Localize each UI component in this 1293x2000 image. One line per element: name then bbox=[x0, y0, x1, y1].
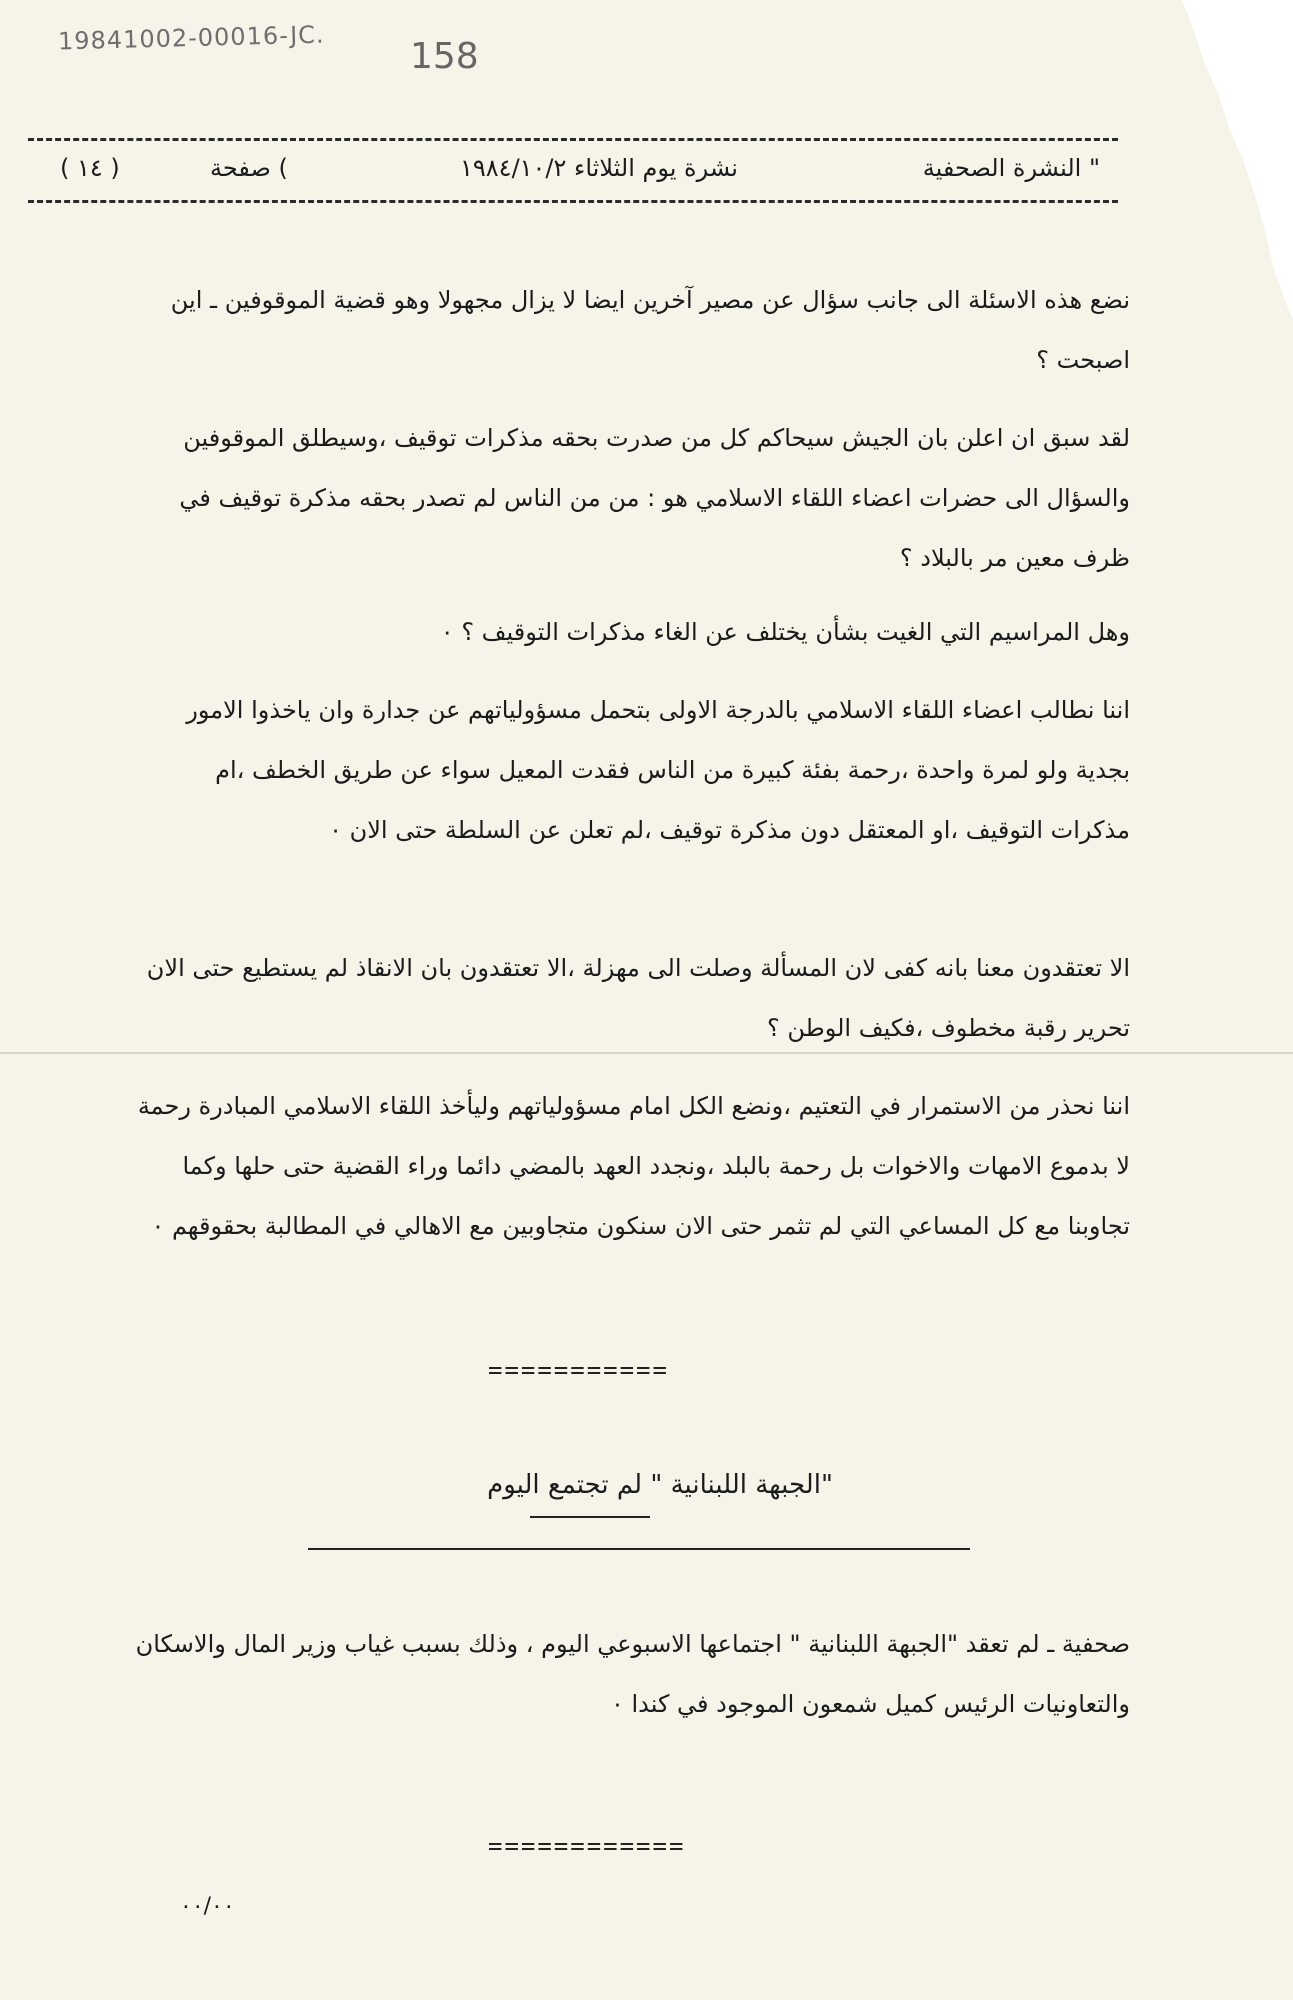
handwritten-page-number: 158 bbox=[410, 36, 479, 77]
archive-code: 19841002-00016-JC. bbox=[57, 20, 325, 56]
paragraph-3: وهل المراسيم التي الغيت بشأن يختلف عن الغاء مذكرات التوقيف ؟ ٠ bbox=[440, 618, 1130, 646]
section-body bbox=[130, 0, 1130, 1800]
section-title: "الجبهة اللبنانية " لم تجتمع اليوم bbox=[487, 1470, 833, 1500]
continuation-mark: ٠٠/٠٠ bbox=[180, 1894, 235, 1919]
section-paragraph: صحفية ـ لم تعقد "الجبهة اللبنانية " اجتماعها الاسبوعي اليوم ، وذلك بسبب غياب وزير المال والاسكان والتعاونيات الرئيس كميل شمعون الموجود في كندا ٠ bbox=[135, 1630, 1130, 1718]
separator-1: =========== bbox=[488, 1356, 669, 1384]
page-label: صفحة ( bbox=[210, 154, 288, 182]
page-box: ( ١٤ ) bbox=[60, 154, 120, 182]
paragraph-2: لقد سبق ان اعلن بان الجيش سيحاكم كل من صدرت بحقه مذكرات توقيف ،وسيطلق الموقوفين والسؤال الى حضرات اعضاء اللقاء الاسلامي هو : من من الناس لم تصدر بحقه مذكرة توقيف في ظرف معين مر بالبلاد ؟ bbox=[179, 424, 1130, 572]
bulletin-title: النشرة الصحفية " bbox=[922, 154, 1100, 182]
paragraph-4: اننا نطالب اعضاء اللقاء الاسلامي بالدرجة الاولى بتحمل مسؤولياتهم عن جدارة وان ياخذوا الامور بجدية ولو لمرة واحدة ،رحمة بفئة كبيرة من الناس فقدت المعيل سواء عن طريق الخطف ،ام مذكرات التوقيف ،او المعتقل دون مذكرة توقيف ،لم تعلن عن السلطة حتى الان ٠ bbox=[186, 696, 1130, 844]
separator-2: ============ bbox=[488, 1832, 686, 1860]
torn-corner bbox=[1181, 0, 1293, 320]
bulletin-date: نشرة يوم الثلاثاء ١٩٨٤/١٠/٢ bbox=[460, 154, 738, 182]
paragraph-6: اننا نحذر من الاستمرار في التعتيم ،ونضع الكل امام مسؤولياتهم وليأخذ اللقاء الاسلامي المبادرة رحمة لا بدموع الامهات والاخوات بل رحمة بالبلد ،ونجدد العهد بالمضي دائما وراء القضية حتى حلها وكما تجاوبنا مع كل المساعي التي لم تثمر حتى الان سنكون متجاوبين مع الاهالي في المطالبة بحقوقهم ٠ bbox=[137, 1092, 1130, 1240]
paragraph-5: الا تعتقدون معنا بانه كفى لان المسألة وصلت الى مهزلة ،الا تعتقدون بان الانقاذ لم يستطيع حتى الان تحرير رقبة مخطوف ،فكيف الوطن ؟ bbox=[146, 954, 1130, 1042]
paragraph-1: نضع هذه الاسئلة الى جانب سؤال عن مصير آخرين ايضا لا يزال مجهولا وهو قضية الموقوفين ـ اين اصبحت ؟ bbox=[170, 286, 1130, 374]
